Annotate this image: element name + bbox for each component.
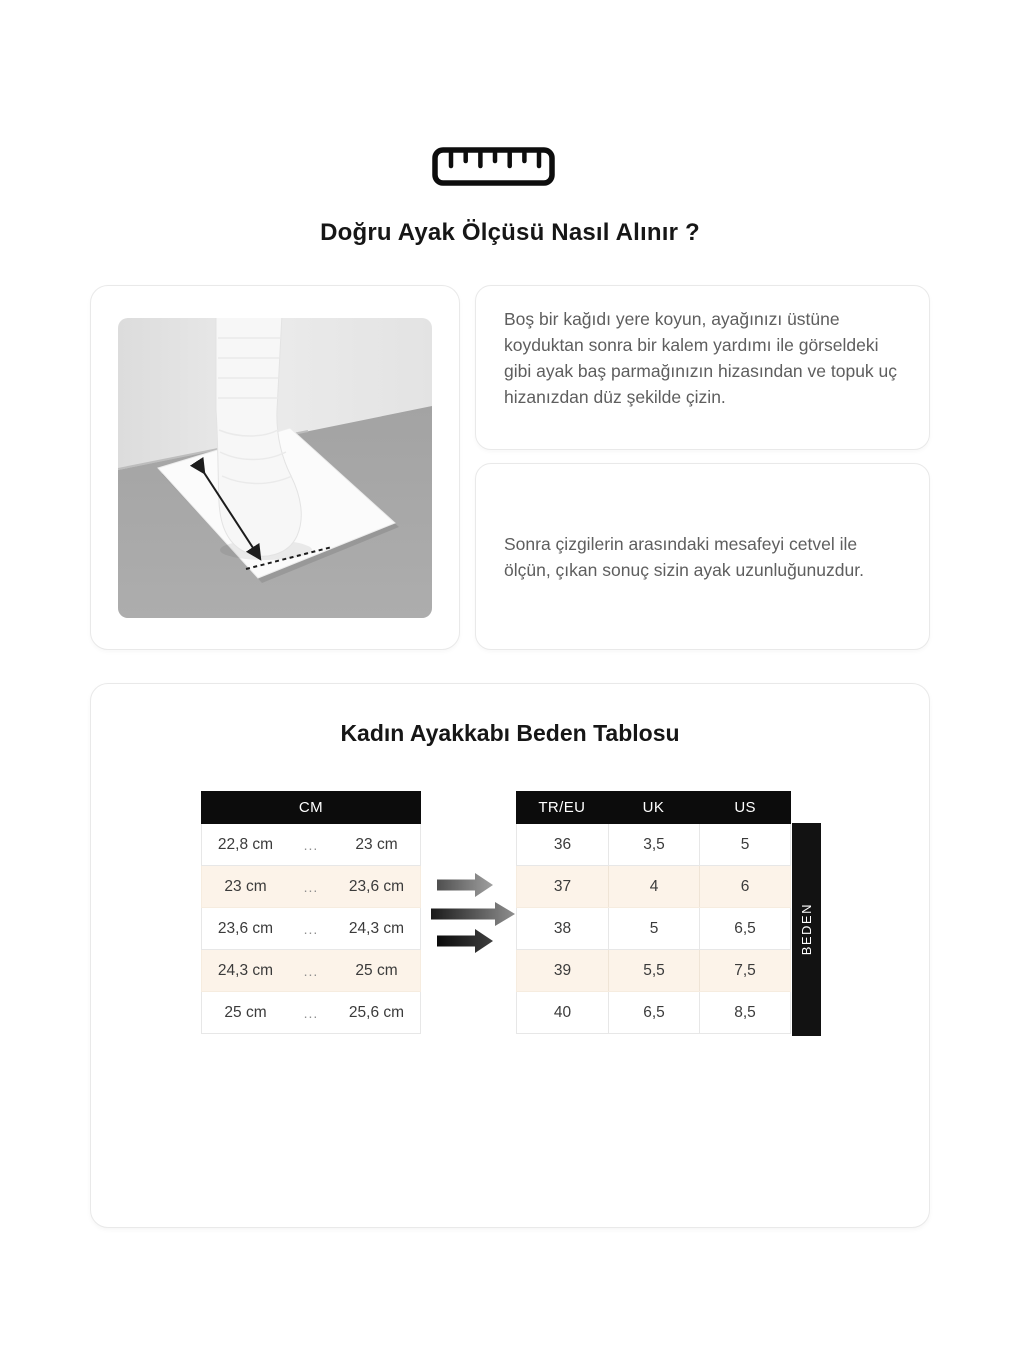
table-row [201,824,421,866]
cm-from: 25 cm [224,1003,267,1021]
size-chart-card [90,683,930,1228]
range-ellipsis: ... [303,878,319,895]
cm-to: 23 cm [355,835,398,853]
size-treu: 36 [553,835,572,853]
cm-from: 24,3 cm [217,961,274,979]
header-treu: TR/EU [538,799,586,816]
cm-to: 23,6 cm [348,877,405,895]
instruction-text-2: Sonra çizgilerin arasındaki mesafeyi cetvel ile ölçün, çıkan sonuç sizin ayak uzunluğunuzdur. [504,533,864,580]
size-uk: 4 [608,866,699,907]
size-treu: 40 [553,1003,572,1021]
transfer-arrows-icon [429,870,519,960]
cm-table [201,791,421,1034]
cm-to: 25,6 cm [348,1003,405,1021]
header-uk: UK [642,799,665,816]
table-row [201,866,421,908]
size-us: 7,5 [699,950,790,991]
beden-label-text: BEDEN [799,903,814,956]
cm-header-label: CM [298,799,324,816]
beden-side-label [792,823,821,1036]
size-uk: 6,5 [608,992,699,1033]
ruler-icon [432,147,555,186]
size-table [516,791,791,1034]
table-row [516,824,791,866]
instruction-box-2 [475,463,930,650]
header-us: US [734,799,756,816]
range-ellipsis: ... [303,1004,319,1021]
table-row [201,908,421,950]
instruction-text-1: Boş bir kağıdı yere koyun, ayağınızı üstüne koyduktan sonra bir kalem yardımı ile görseldeki gibi ayak baş parmağınızın hizasından ve topuk uç hizanızdan düz şekilde çizin. [504,309,898,407]
size-uk: 5,5 [608,950,699,991]
cm-from: 23,6 cm [217,919,274,937]
size-treu: 37 [553,877,572,895]
size-us: 8,5 [699,992,790,1033]
cm-to: 25 cm [355,961,398,979]
size-table-header [516,791,791,824]
how-to-section [90,285,930,650]
size-treu: 38 [553,919,572,937]
table-row [516,908,791,950]
size-uk: 5 [608,908,699,949]
cm-from: 22,8 cm [217,835,274,853]
size-us: 6,5 [699,908,790,949]
instruction-box-1 [475,285,930,450]
foot-measurement-image [118,318,432,618]
size-us: 5 [699,824,790,865]
range-ellipsis: ... [303,920,319,937]
instructions-column [475,285,930,650]
cm-to: 24,3 cm [348,919,405,937]
table-row [516,992,791,1034]
cm-from: 23 cm [224,877,267,895]
page-title: Doğru Ayak Ölçüsü Nasıl Alınır ? [320,219,700,246]
table-row [516,866,791,908]
table-row [516,950,791,992]
table-row [201,950,421,992]
cm-table-header [201,791,421,824]
size-uk: 3,5 [608,824,699,865]
size-treu: 39 [553,961,572,979]
range-ellipsis: ... [303,962,319,979]
size-us: 6 [699,866,790,907]
table-row [201,992,421,1034]
foot-photo-card [90,285,460,650]
size-chart-title: Kadın Ayakkabı Beden Tablosu [340,720,680,746]
range-ellipsis: ... [303,836,319,853]
